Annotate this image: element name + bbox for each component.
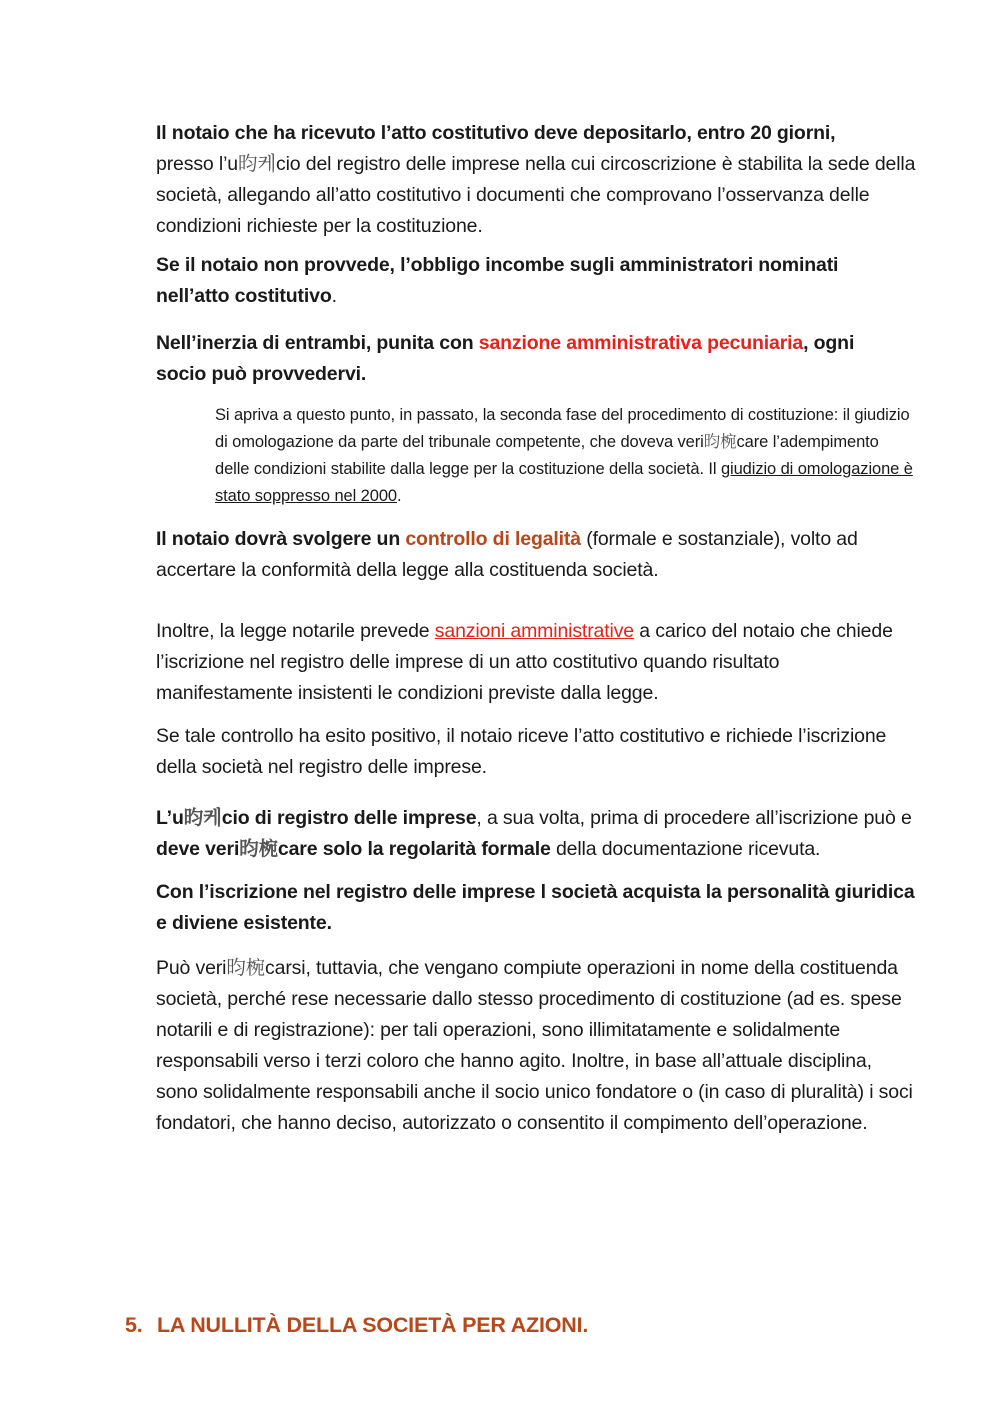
paragraph-iscrizione: Con l’iscrizione nel registro delle imprese l società acquista la personalità giuridica e diviene esistente. <box>156 881 915 934</box>
section-number: 5. <box>125 1313 143 1337</box>
paragraph-amministratori: Se il notaio non provvede, l’obbligo incombe sugli amministratori nominati nell’atto costitutivo. <box>156 254 839 307</box>
ligature-glyph: 昀椀 <box>226 957 266 979</box>
omologazione-underline: giudizio di omologazione è stato soppresso nel 2000 <box>215 460 913 505</box>
section-heading <box>125 1313 588 1338</box>
paragraph-esito-positivo: Se tale controllo ha esito positivo, il notaio riceve l’atto costitutivo e richiede l’iscrizione della società nel registro delle imprese. <box>156 725 887 778</box>
ligature-glyph: 昀椀 <box>703 433 737 451</box>
sanzioni-amministrative-link: sanzioni amministrative <box>434 620 634 642</box>
paragraph-inerzia: Nell’inerzia di entrambi, punita con sanzione amministrativa pecuniaria, ogni socio può provvedervi. <box>156 332 855 385</box>
controllo-legalita-highlight: controllo di legalità <box>405 528 581 550</box>
paragraph-omologazione-note: Si apriva a questo punto, in passato, la seconda fase del procedimento di costituzione: il giudizio di omologazione da parte del tribunale competente, che doveva veri昀椀care l’adempimento delle condizioni stabilite dalla legge per la costituzione della società. Il giudizio di omologazione è stato soppresso nel 2000. <box>215 406 913 505</box>
ligature-glyph: 昀케 <box>183 807 222 829</box>
paragraph-operazioni: Può veri昀椀carsi, tuttavia, che vengano compiute operazioni in nome della costituenda società, perché rese necessarie dallo stesso procedimento di costituzione (ad es. spese notarili e di registrazione): per tali operazioni, sono illimitatamente e solidalmente responsabili verso i terzi coloro che hanno agito. Inoltre, in base all’attuale disciplina, sono solidalmente responsabili anche il socio unico fondatore o (in caso di pluralità) i soci fondatori, che hanno deciso, autorizzato o consentito il compimento dell’operazione. <box>156 957 913 1134</box>
ligature-glyph: 昀椀 <box>239 838 278 860</box>
paragraph-controllo-legalita: Il notaio dovrà svolgere un controllo di legalità (formale e sostanziale), volto ad accertare la conformità della legge alla costituenda società. <box>156 528 858 581</box>
paragraph-legge-notarile: Inoltre, la legge notarile prevede sanzioni amministrative a carico del notaio che chiede l’iscrizione nel registro delle imprese di un atto costitutivo quando risultato manifestamente insistenti le condizioni previste dalla legge. <box>156 620 893 704</box>
paragraph-deposito-bold: Il notaio che ha ricevuto l’atto costitutivo deve depositarlo, entro 20 giorni, <box>156 122 836 144</box>
document-body <box>156 118 916 1139</box>
paragraph-ufficio-registro: L’u昀케cio di registro delle imprese, a sua volta, prima di procedere all’iscrizione può e deve veri昀椀care solo la regolarità formale della documentazione ricevuta. <box>156 807 912 860</box>
ligature-glyph: 昀케 <box>237 153 277 175</box>
paragraph-deposito: Il notaio che ha ricevuto l’atto costitutivo deve depositarlo, entro 20 giorni, presso l’u昀케cio del registro delle imprese nella cui circoscrizione è stabilita la sede della società, allegando all’atto costitutivo i documenti che comprovano l’osservanza delle condizioni richieste per la costituzione. <box>156 122 916 237</box>
section-title: LA NULLITÀ DELLA SOCIETÀ PER AZIONI. <box>157 1313 589 1337</box>
sanzione-highlight: sanzione amministrativa pecuniaria <box>478 332 804 354</box>
